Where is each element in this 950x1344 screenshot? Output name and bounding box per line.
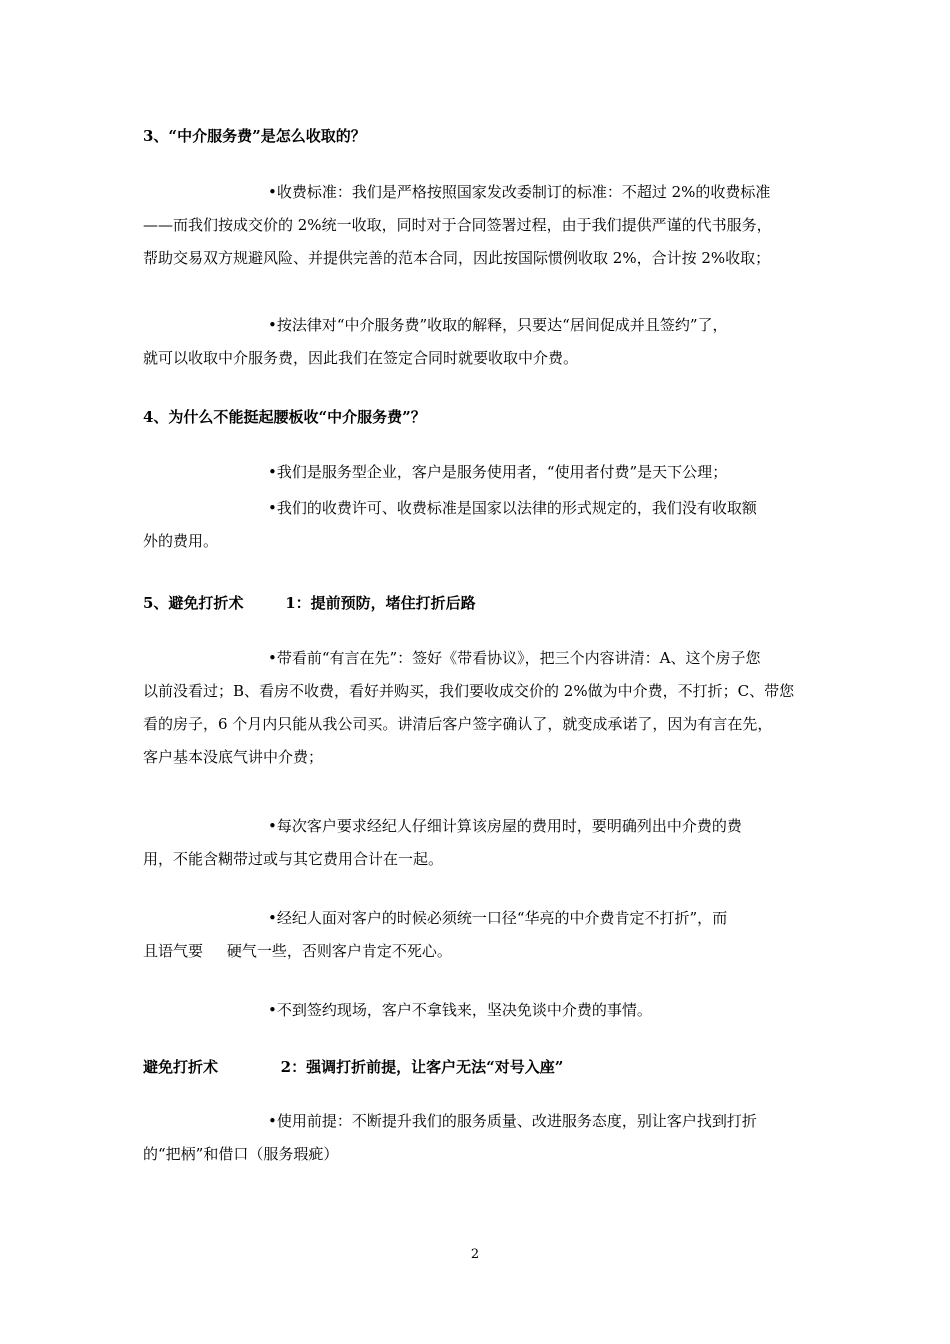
section-6-heading: 避免打折术 2：强调打折前提，让客户无法“对号入座”	[143, 1058, 564, 1076]
section-5-heading: 5、避免打折术 1：提前预防，堵住打折后路	[143, 594, 476, 612]
section-5-paragraph-4	[143, 994, 808, 1027]
section-4-paragraph-2	[143, 492, 808, 558]
section-3-heading: 3、“中介服务费”是怎么收取的？	[143, 127, 366, 145]
section-3-paragraph-1	[143, 176, 808, 275]
section-5-paragraph-1	[143, 642, 808, 774]
text-line: •我们是服务型企业，客户是服务使用者，“使用者付费”是天下公理；	[268, 463, 728, 481]
text-line: 看的房子，6 个月内只能从我公司买。讲清后客户签字确认了，就变成承诺了，因为有言在先，	[143, 715, 773, 733]
text-line: •收费标准：我们是严格按照国家发改委制订的标准：不超过 2%的收费标准	[268, 183, 771, 201]
text-line: 用，不能含糊带过或与其它费用合计在一起。	[143, 850, 444, 868]
text-line: ——而我们按成交价的 2%统一收取，同时对于合同签署过程，由于我们提供严谨的代书服务，	[143, 216, 772, 234]
section-3-paragraph-2	[143, 309, 808, 375]
text-line: 帮助交易双方规避风险、并提供完善的范本合同，因此按国际惯例收取 2%，合计按 2%收取；	[143, 249, 771, 267]
text-line: 且语气要 硬气一些，否则客户肯定不死心。	[143, 942, 452, 960]
text-line: •带看前“有言在先”：签好《带看协议》，把三个内容讲清：A、这个房子您	[268, 649, 761, 667]
text-line: •我们的收费许可、收费标准是国家以法律的形式规定的，我们没有收取额	[268, 499, 757, 517]
text-line: 外的费用。	[143, 532, 219, 550]
text-line: •经纪人面对客户的时候必须统一口径“华亮的中介费肯定不打折”，而	[268, 909, 728, 927]
text-line: •使用前提：不断提升我们的服务质量、改进服务态度，别让客户找到打折	[268, 1112, 757, 1130]
text-line: •按法律对“中介服务费”收取的解释，只要达“居间促成并且签约”了，	[268, 316, 728, 334]
text-line: •不到签约现场，客户不拿钱来，坚决免谈中介费的事情。	[268, 1001, 652, 1019]
text-line: 客户基本没底气讲中介费；	[143, 748, 324, 766]
text-line: •每次客户要求经纪人仔细计算该房屋的费用时，要明确列出中介费的费	[268, 817, 742, 835]
section-6-paragraph-1	[143, 1105, 808, 1171]
section-5-paragraph-3	[143, 902, 808, 968]
section-4-paragraph-1	[143, 456, 808, 489]
page-number: 2	[470, 1247, 480, 1262]
text-line: 的“把柄”和借口（服务瑕疵）	[143, 1145, 339, 1163]
text-line: 以前没看过；B、看房不收费，看好并购买，我们要收成交价的 2%做为中介费，不打折；C、带您	[143, 682, 795, 700]
section-4-heading: 4、为什么不能挺起腰板收“中介服务费”？	[143, 408, 426, 426]
section-5-paragraph-2	[143, 810, 808, 876]
text-line: 就可以收取中介服务费，因此我们在签定合同时就要收取中介费。	[143, 349, 579, 367]
